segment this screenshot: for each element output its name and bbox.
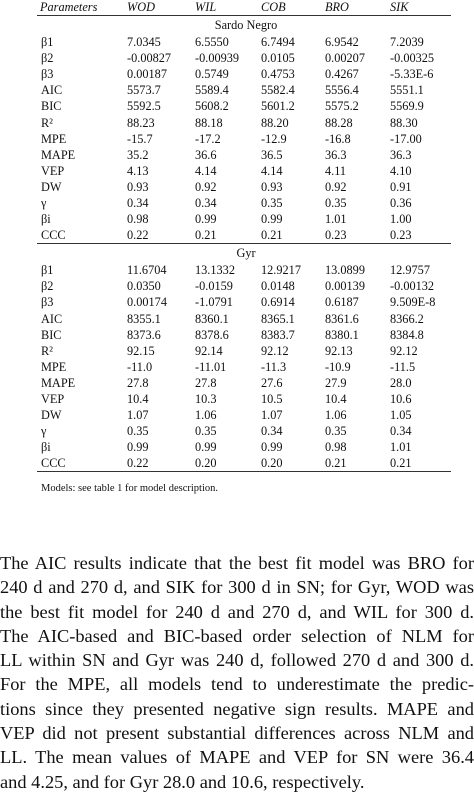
paragraph-line: and 4.25, and for Gyr 28.0 and 10.6, respectively.	[0, 771, 365, 792]
value-cell: -0.0159	[195, 279, 233, 294]
value-cell: 4.13	[127, 163, 149, 178]
value-cell: -0.00939	[195, 51, 240, 66]
value-cell: 5608.2	[195, 99, 229, 114]
value-cell: 13.1332	[195, 263, 235, 278]
value-cell: 0.20	[195, 456, 217, 471]
table-row	[37, 114, 451, 130]
value-cell: 27.8	[195, 375, 217, 390]
value-cell: 0.00187	[127, 67, 167, 82]
value-cell: 5582.4	[261, 83, 295, 98]
value-cell: 0.34	[127, 195, 149, 210]
value-cell: 6.7494	[261, 35, 295, 50]
value-cell: 36.3	[325, 147, 347, 162]
parameter-cell: CCC	[41, 228, 66, 243]
table-row	[37, 195, 451, 211]
value-cell: 10.5	[261, 392, 283, 407]
value-cell: -11.5	[390, 359, 416, 374]
value-cell: 88.23	[127, 115, 155, 130]
value-cell: 8373.6	[127, 327, 161, 342]
value-cell: 0.99	[261, 440, 283, 455]
paragraph-line: For the MPE, all models tend to underestimate the predic-	[0, 674, 474, 695]
value-cell: 8378.6	[195, 327, 229, 342]
value-cell: 1.05	[390, 408, 412, 423]
parameter-cell: AIC	[41, 83, 63, 98]
value-cell: 5592.5	[127, 99, 161, 114]
value-cell: 0.35	[261, 195, 283, 210]
parameter-cell: β3	[41, 295, 54, 310]
value-cell: 13.0899	[325, 263, 365, 278]
parameter-cell: BIC	[41, 99, 62, 114]
value-cell: 8355.1	[127, 311, 161, 326]
value-cell: 0.23	[390, 228, 412, 243]
table-row	[37, 327, 451, 343]
table-row	[37, 391, 451, 407]
header-cell: WIL	[195, 0, 217, 14]
value-cell: 1.07	[261, 408, 283, 423]
value-cell: 0.00174	[127, 295, 167, 310]
parameter-cell: R²	[41, 115, 53, 130]
paragraph-line: LL. The mean values of MAPE and VEP for SN were 36.4	[0, 747, 474, 768]
value-cell: -1.0791	[195, 295, 233, 310]
value-cell: 0.92	[195, 179, 217, 194]
paragraph-line: The AIC-based and BIC-based order selection of NLM for	[0, 625, 474, 646]
value-cell: 0.91	[390, 179, 412, 194]
value-cell: 0.99	[127, 440, 149, 455]
value-cell: 0.23	[325, 228, 347, 243]
table-row	[37, 147, 451, 163]
paragraph-line: LL within SN and Gyr was 240 d, followed 270 d and 300 d.	[0, 650, 474, 671]
value-cell: 8366.2	[390, 311, 424, 326]
value-cell: 0.35	[127, 424, 149, 439]
value-cell: 0.99	[195, 440, 217, 455]
value-cell: -15.7	[127, 131, 153, 146]
value-cell: 10.4	[325, 392, 347, 407]
value-cell: 8384.8	[390, 327, 424, 342]
value-cell: 8365.1	[261, 311, 295, 326]
table-row	[37, 343, 451, 359]
parameter-cell: AIC	[41, 311, 63, 326]
value-cell: 1.01	[325, 212, 347, 227]
table-row	[37, 66, 451, 82]
value-cell: 92.15	[127, 343, 155, 358]
value-cell: 5569.9	[390, 99, 424, 114]
parameter-cell: γ	[41, 424, 47, 439]
value-cell: 0.34	[261, 424, 283, 439]
value-cell: 0.6187	[325, 295, 359, 310]
value-cell: -11.0	[127, 359, 153, 374]
value-cell: 5551.1	[390, 83, 424, 98]
value-cell: 0.5749	[195, 67, 229, 82]
value-cell: 88.28	[325, 115, 353, 130]
table-row	[37, 278, 451, 294]
table-row	[37, 262, 451, 278]
parameter-cell: MAPE	[41, 147, 76, 162]
table-row	[37, 227, 451, 244]
parameter-cell: VEP	[41, 163, 65, 178]
value-cell: 10.3	[195, 392, 217, 407]
value-cell: 0.21	[325, 456, 347, 471]
section-header-row	[37, 16, 451, 35]
value-cell: 27.6	[261, 375, 283, 390]
value-cell: 5573.7	[127, 83, 161, 98]
value-cell: 0.00139	[325, 279, 365, 294]
value-cell: 8361.6	[325, 311, 359, 326]
value-cell: 0.99	[261, 212, 283, 227]
value-cell: 0.0148	[261, 279, 295, 294]
header-cell: Parameters	[40, 0, 98, 14]
table-row	[37, 407, 451, 423]
value-cell: 35.2	[127, 147, 149, 162]
value-cell: 88.30	[390, 115, 418, 130]
value-cell: 0.0350	[127, 279, 161, 294]
value-cell: 0.6914	[261, 295, 295, 310]
header-cell: SIK	[390, 0, 409, 14]
value-cell: 88.18	[195, 115, 223, 130]
value-cell: 92.14	[195, 343, 223, 358]
table-row	[37, 82, 451, 98]
value-cell: -16.8	[325, 131, 351, 146]
value-cell: 36.6	[195, 147, 217, 162]
table-row	[37, 34, 451, 50]
value-cell: 0.22	[127, 456, 149, 471]
value-cell: 10.4	[127, 392, 149, 407]
value-cell: 0.35	[325, 424, 347, 439]
value-cell: 5601.2	[261, 99, 295, 114]
value-cell: 0.20	[261, 456, 283, 471]
value-cell: 10.6	[390, 392, 412, 407]
value-cell: 8360.1	[195, 311, 229, 326]
paragraph-line: The AIC results indicate that the best fit model was BRO for	[0, 553, 474, 573]
table-row	[37, 359, 451, 375]
parameter-cell: βi	[41, 440, 51, 455]
table-body	[37, 16, 451, 472]
parameter-cell: β3	[41, 67, 54, 82]
table-row	[37, 179, 451, 195]
value-cell: 0.93	[261, 179, 283, 194]
table-header-row	[37, 0, 451, 16]
value-cell: 8380.1	[325, 327, 359, 342]
body-paragraph	[0, 551, 474, 794]
results-table	[37, 0, 451, 472]
paragraph-line: the best fit model for 240 d and 270 d, and WIL for 300 d.	[0, 601, 474, 622]
header-cell: WOD	[127, 0, 156, 14]
value-cell: 36.5	[261, 147, 283, 162]
value-cell: -10.9	[325, 359, 351, 374]
table-row	[37, 375, 451, 391]
parameter-cell: DW	[41, 179, 62, 194]
parameter-cell: β2	[41, 51, 54, 66]
paragraph-line: tions since they presented negative sign results. MAPE and	[0, 698, 474, 719]
table-row	[37, 439, 451, 455]
parameter-cell: MPE	[41, 131, 67, 146]
parameter-cell: MPE	[41, 359, 67, 374]
parameter-cell: CCC	[41, 456, 66, 471]
table-row	[37, 98, 451, 114]
value-cell: 28.0	[390, 375, 412, 390]
value-cell: 4.11	[325, 163, 347, 178]
value-cell: 6.5550	[195, 35, 229, 50]
table-footnote: Models: see table 1 for model description.	[41, 483, 218, 494]
value-cell: 4.14	[195, 163, 217, 178]
paragraph-line: 240 d and 270 d, and SIK for 300 d in SN; for Gyr, WOD was	[0, 577, 474, 598]
table-row	[37, 294, 451, 310]
value-cell: 6.9542	[325, 35, 359, 50]
value-cell: 12.9757	[390, 263, 430, 278]
value-cell: 1.06	[325, 408, 347, 423]
value-cell: 0.35	[325, 195, 347, 210]
value-cell: -5.33E-6	[390, 67, 434, 82]
value-cell: 5575.2	[325, 99, 359, 114]
value-cell: -0.00325	[390, 51, 435, 66]
value-cell: 8383.7	[261, 327, 295, 342]
value-cell: 0.4267	[325, 67, 359, 82]
value-cell: 92.12	[390, 343, 418, 358]
value-cell: 0.21	[195, 228, 217, 243]
value-cell: 88.20	[261, 115, 289, 130]
value-cell: 1.00	[390, 212, 412, 227]
value-cell: -17.2	[195, 131, 221, 146]
table-row	[37, 50, 451, 66]
value-cell: 1.07	[127, 408, 149, 423]
value-cell: 0.36	[390, 195, 412, 210]
value-cell: 0.0105	[261, 51, 295, 66]
value-cell: 12.9217	[261, 263, 301, 278]
value-cell: -11.3	[261, 359, 287, 374]
model-comparison-table	[37, 0, 451, 472]
value-cell: -11.01	[195, 359, 227, 374]
value-cell: 0.21	[261, 228, 283, 243]
value-cell: 0.35	[195, 424, 217, 439]
section-title: Sardo Negro	[214, 18, 278, 32]
value-cell: 27.8	[127, 375, 149, 390]
header-cell: BRO	[325, 0, 349, 14]
parameter-cell: MAPE	[41, 375, 76, 390]
section-title: Gyr	[236, 246, 256, 261]
parameter-cell: BIC	[41, 327, 62, 342]
value-cell: 0.99	[195, 212, 217, 227]
value-cell: 0.4753	[261, 67, 295, 82]
value-cell: 9.509E-8	[390, 295, 436, 310]
value-cell: 92.13	[325, 343, 353, 358]
value-cell: 5589.4	[195, 83, 229, 98]
parameter-cell: VEP	[41, 392, 65, 407]
paragraph-line: VEP did not present substantial differences across NLM and	[0, 723, 474, 744]
value-cell: 0.21	[390, 456, 412, 471]
value-cell: 0.00207	[325, 51, 365, 66]
parameter-cell: DW	[41, 408, 62, 423]
parameter-cell: β2	[41, 279, 54, 294]
value-cell: 5556.4	[325, 83, 359, 98]
value-cell: 0.92	[325, 179, 347, 194]
value-cell: 27.9	[325, 375, 347, 390]
parameter-cell: R²	[41, 343, 53, 358]
table-row	[37, 455, 451, 472]
value-cell: 0.34	[195, 195, 217, 210]
value-cell: 0.34	[390, 424, 412, 439]
table-row	[37, 131, 451, 147]
parameter-cell: β1	[41, 263, 54, 278]
value-cell: -12.9	[261, 131, 287, 146]
parameter-cell: βi	[41, 212, 51, 227]
parameter-cell: γ	[41, 195, 47, 210]
header-cell: COB	[261, 0, 286, 14]
value-cell: 0.98	[127, 212, 149, 227]
value-cell: 4.14	[261, 163, 283, 178]
value-cell: 0.22	[127, 228, 149, 243]
parameter-cell: β1	[41, 35, 54, 50]
value-cell: 1.06	[195, 408, 217, 423]
value-cell: 11.6704	[127, 263, 167, 278]
value-cell: 7.0345	[127, 35, 161, 50]
value-cell: 92.12	[261, 343, 289, 358]
value-cell: 1.01	[390, 440, 412, 455]
section-header-row	[37, 244, 451, 263]
table-row	[37, 423, 451, 439]
value-cell: -0.00827	[127, 51, 172, 66]
table-row	[37, 311, 451, 327]
value-cell: 0.93	[127, 179, 149, 194]
value-cell: 36.3	[390, 147, 412, 162]
value-cell: 0.98	[325, 440, 347, 455]
value-cell: 4.10	[390, 163, 412, 178]
value-cell: -0.00132	[390, 279, 435, 294]
value-cell: 7.2039	[390, 35, 424, 50]
table-row	[37, 211, 451, 227]
value-cell: -17.00	[390, 131, 422, 146]
table-row	[37, 163, 451, 179]
